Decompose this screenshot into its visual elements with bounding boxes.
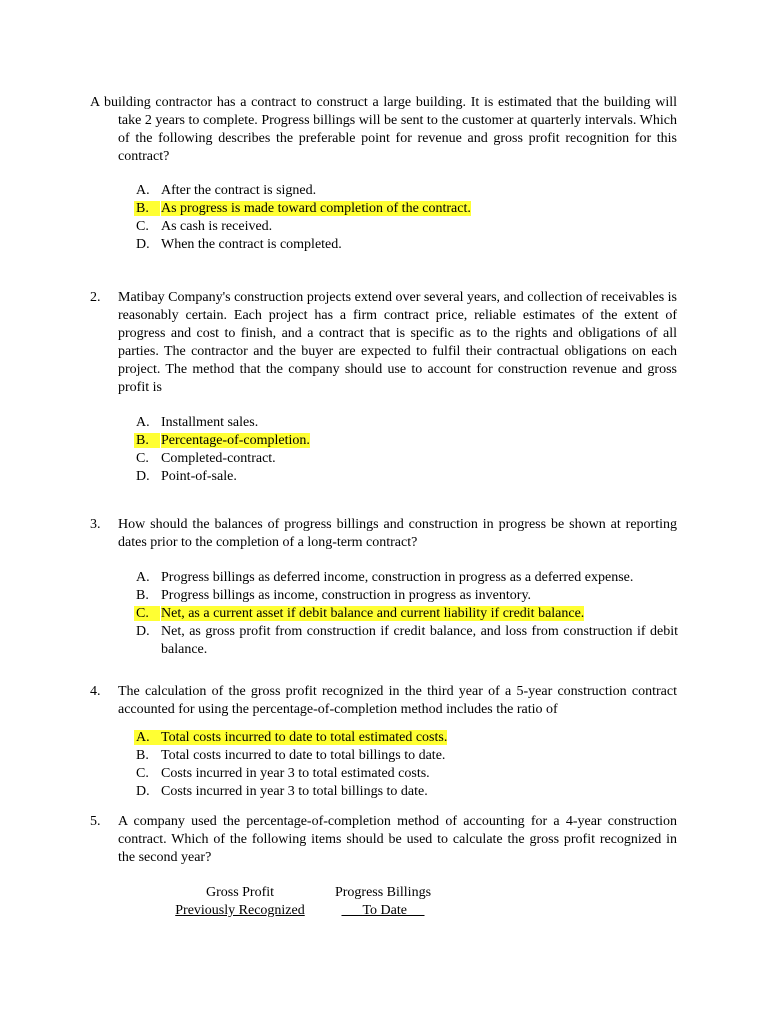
question-3-option-b: B. Progress billings as income, construction in progress as inventory. <box>136 588 532 603</box>
question-4-option-b: B. Total costs incurred to date to total billings to date. <box>136 748 446 763</box>
question-1-stem: A building contractor has a contract to construct a large building. It is estimated that the building will take 2 years to complete. Progress billings will be sent to the customer at quarterly intervals. Which of the following describes the preferable point for revenue and gross profit recognition for this contract? <box>90 95 677 164</box>
question-2-options <box>136 414 696 486</box>
highlighted-answer: Total costs incurred to date to total estimated costs. <box>161 730 448 745</box>
table-header-gross-profit: Gross Profit Previously Recognized <box>175 885 305 918</box>
question-4-number: 4. <box>90 684 101 699</box>
question-4-option-d: D. Costs incurred in year 3 to total billings to date. <box>136 784 428 799</box>
highlighted-answer: Percentage-of-completion. <box>161 433 310 448</box>
question-2-option-a: A. Installment sales. <box>136 415 259 430</box>
question-3-option-a: A. Progress billings as deferred income, construction in progress as a deferred expense. <box>136 570 634 585</box>
question-4-stem: The calculation of the gross profit recognized in the third year of a 5-year construction contract accounted for using the percentage-of-completion method includes the ratio of <box>118 684 677 717</box>
question-1-option-b: B. As progress is made toward completion of the contract. <box>136 201 471 216</box>
question-3-option-c: C. Net, as a current asset if debit balance and current liability if credit balance. <box>136 606 585 621</box>
question-1-option-a: A. After the contract is signed. <box>136 183 317 198</box>
question-4-options <box>136 729 696 801</box>
question-5-stem: A company used the percentage-of-completion method of accounting for a 4-year construction contract. Which of the following items should be used to calculate the gross profit recognized in the second year? <box>118 814 677 865</box>
question-2-option-c: C. Completed-contract. <box>136 451 276 466</box>
highlighted-answer: As progress is made toward completion of the contract. <box>161 201 471 216</box>
question-5 <box>90 813 677 867</box>
question-2-option-d: D. Point-of-sale. <box>136 469 237 484</box>
question-3-options <box>136 569 696 659</box>
question-3-stem: How should the balances of progress billings and construction in progress be shown at reporting dates prior to the completion of a long-term contract? <box>118 517 677 550</box>
question-2-option-b: B. Percentage-of-completion. <box>136 433 310 448</box>
question-3-option-d: D. Net, as gross profit from construction if credit balance, and loss from construction if debit balance. <box>136 624 678 657</box>
highlighted-answer: Net, as a current asset if debit balance and current liability if credit balance. <box>161 606 585 621</box>
question-1-options <box>136 182 696 254</box>
table-header-progress-billings: Progress Billings To Date <box>334 885 432 918</box>
question-2 <box>90 289 677 397</box>
question-4-option-a: A. Total costs incurred to date to total estimated costs. <box>136 730 448 745</box>
question-1-option-d: D. When the contract is completed. <box>136 237 342 252</box>
question-2-number: 2. <box>90 290 101 305</box>
question-1-option-c: C. As cash is received. <box>136 219 273 234</box>
question-4 <box>90 683 677 719</box>
question-3 <box>90 516 677 552</box>
question-3-number: 3. <box>90 517 101 532</box>
question-1 <box>90 94 677 166</box>
question-2-stem: Matibay Company's construction projects extend over several years, and collection of receivables is reasonably certain. Each project has a firm contract price, reliable estimates of the extent of progress and cost to finish, and a contract that is specific as to the rights and obligations of all parties. The contractor and the buyer are expected to fulfil their contractual obligations on each project. The method that the company should use to account for construction revenue and gross profit is <box>118 290 677 395</box>
question-4-option-c: C. Costs incurred in year 3 to total estimated costs. <box>136 766 430 781</box>
question-5-number: 5. <box>90 814 101 829</box>
